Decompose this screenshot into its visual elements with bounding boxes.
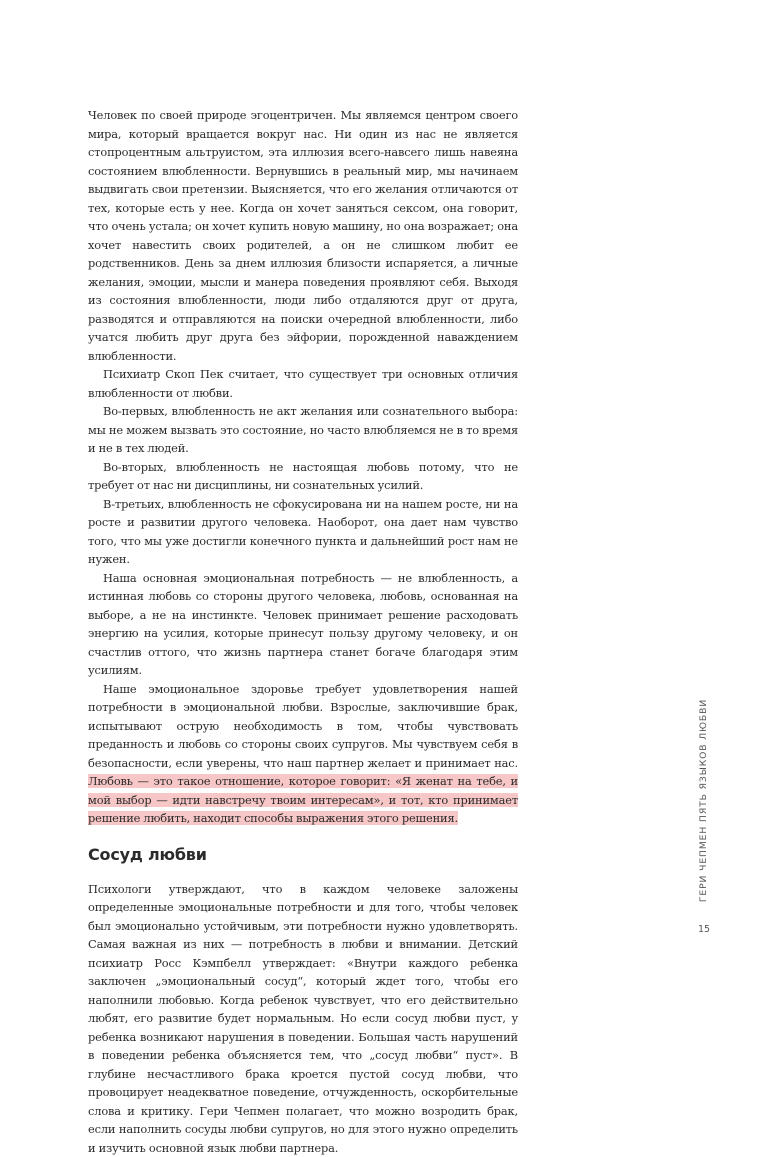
paragraph-emotional-health (88, 680, 518, 828)
page-number: 15 (694, 924, 714, 935)
paragraph-egocentric: Человек по своей природе эгоцентричен. Мы являемся центром своего мира, который вращается вокруг нас. Ни один из нас не является стопроцентным альтруистом, эта иллюзия всего-навсего лишь навеяна состоянием влюбленности. Вернувшись в реальный мир, мы начинаем выдвигать свои претензии. Выясняется, что его желания отличаются от тех, которые есть у нее. Когда он хочет заняться сексом, она говорит, что очень устала; он хочет купить новую машину, но она возражает; она хочет навестить своих родителей, а он не слишком любит ее родственников. День за днем иллюзия близости испаряется, а личные желания, эмоции, мысли и манера поведения проявляют себя. Выходя из состояния влюбленности, люди либо отдаляются друг от друга, разводятся и отправляются на поиски очередной влюбленности, либо учатся любить друг друга без эйфории, порожденной наваждением влюбленности. (88, 106, 518, 365)
paragraph-emotional-need: Наша основная эмоциональная потребность — не влюбленность, а истинная любовь со стороны другого человека, любовь, основанная на выборе, а не на инстинкте. Человек принимает решение расходовать энергию на усилия, которые принесут пользу другому человеку, и он счастлив оттого, что жизнь партнера станет богаче благодаря этим усилиям. (88, 569, 518, 680)
paragraph-emotional-health-text: Наше эмоциональное здоровье требует удовлетворения нашей потребности в эмоциональной любви. Взрослые, заключившие брак, испытывают острую необходимость в том, чтобы чувствовать преданность и любовь со стороны своих супругов. Мы чувствуем себя в безопасности, если уверены, что наш партнер желает и принимает нас. (88, 682, 518, 770)
paragraph-scott-peck: Психиатр Скоп Пек считает, что существует три основных отличия влюбленности от любви. (88, 365, 518, 402)
running-head-text: ГЕРИ ЧЕПМЕН ПЯТЬ ЯЗЫКОВ ЛЮБВИ (699, 698, 710, 901)
running-head (696, 707, 712, 893)
section-heading-love-tank: Сосуд любви (88, 844, 518, 866)
paragraph-second-point: Во-вторых, влюбленность не настоящая любовь потому, что не требует от нас ни дисциплины, ни сознательных усилий. (88, 458, 518, 495)
body-text-column (88, 106, 518, 1157)
paragraph-first-point: Во-первых, влюбленность не акт желания или сознательного выбора: мы не можем вызвать это состояние, но часто влюбляемся не в то время и не в тех людей. (88, 402, 518, 458)
paragraph-third-point: В-третьих, влюбленность не сфокусирована ни на нашем росте, ни на росте и развитии другого человека. Наоборот, она дает нам чувство того, что мы уже достигли конечного пункта и дальнейший рост нам не нужен. (88, 495, 518, 569)
highlighted-quote[interactable]: Любовь — это такое отношение, которое говорит: «Я женат на тебе, и мой выбор — идти навстречу твоим интересам», и тот, кто принимает решение любить, находит способы выражения этого решения. (88, 774, 518, 825)
paragraph-love-tank: Психологи утверждают, что в каждом человеке заложены определенные эмоциональные потребности и для того, чтобы человек был эмоционально устойчивым, эти потребности нужно удовлетворять. Самая важная из них — потребность в любви и внимании. Детский психиатр Росс Кэмпбелл утверждает: «Внутри каждого ребенка заключен „эмоциональный сосуд“, который ждет того, чтобы его наполнили любовью. Когда ребенок чувствует, что его действительно любят, его развитие будет нормальным. Но если сосуд любви пуст, у ребенка возникают нарушения в поведении. Большая часть нарушений в поведении ребенка объясняется тем, что „сосуд любви“ пуст». В глубине несчастливого брака кроется пустой сосуд любви, что провоцирует неадекватное поведение, отчужденность, оскорбительные слова и критику. Гери Чепмен полагает, что можно возродить брак, если наполнить сосуды любви супругов, но для этого нужно определить и изучить основной язык любви партнера. (88, 880, 518, 1157)
